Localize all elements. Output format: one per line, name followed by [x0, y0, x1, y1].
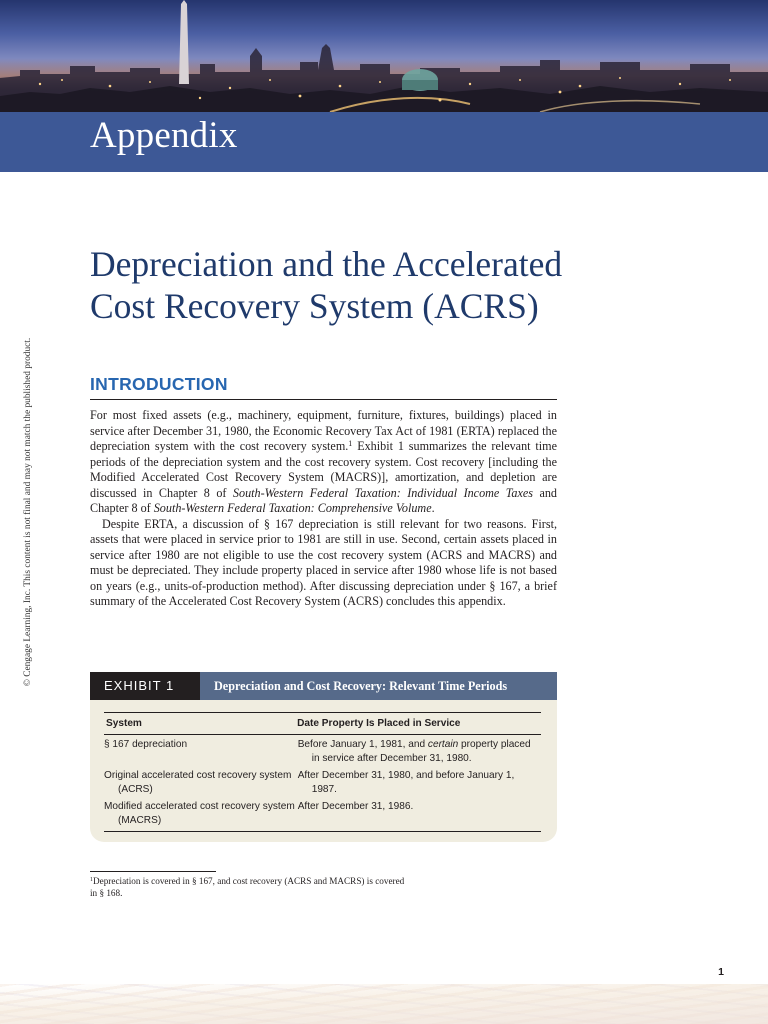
page-title — [90, 243, 610, 327]
bottom-decorative-band — [0, 984, 768, 1024]
appendix-band — [0, 112, 768, 172]
paragraph-2: Despite ERTA, a discussion of § 167 depreciation is still relevant for two reasons. First, assets that were placed in service prior to 1981 are still in use. Second, certain assets placed in service after 1980 are not eligible to use the cost recovery system (ACRS and MACRS) and must be depreciated. They include property placed in service after 1980 whose life is not based on years (e.g., units-of-production method). After discussing depreciation under § 167, a brief summary of the Accelerated Cost Recovery System (ACRS) concludes this appendix. — [90, 516, 557, 608]
table-row — [104, 797, 541, 832]
exhibit-panel — [90, 700, 557, 842]
paragraph-1-text-b: Exhibit 1 summarizes the relevant time periods of the depreciation system and the cost recovery system. Cost recovery [including the Modified Accelerated Cost Recovery System (MACRS)], amortization, and depletion are discussed in Chapter 8 of — [90, 439, 557, 500]
paragraph-1-text-a: For most fixed assets (e.g., machinery, equipment, furniture, fixtures, buildings) placed in service after December 31, 1980, the Economic Recovery Tax Act of 1981 (ERTA) replaced the depreciation system with the cost recovery system. — [90, 408, 557, 453]
table-cell-date: After December 31, 1986. — [297, 801, 414, 812]
table-row — [104, 735, 541, 766]
page-title-line-2: Cost Recovery System (ACRS) — [90, 286, 539, 326]
page-title-line-1: Depreciation and the Accelerated — [90, 244, 563, 284]
table-row — [104, 766, 541, 797]
paragraph-1-text-d: . — [431, 501, 435, 515]
column-header-system: System — [106, 718, 142, 729]
exhibit-table — [104, 712, 541, 832]
appendix-label: Appendix — [90, 115, 238, 156]
book-title-individual: South-Western Federal Taxation: Individual Income Taxes — [232, 485, 533, 500]
city-skyline-illustration — [0, 0, 768, 112]
footnote-divider — [90, 871, 216, 872]
exhibit-caption: Depreciation and Cost Recovery: Relevant Time Periods — [200, 672, 557, 700]
paragraph-1 — [90, 408, 557, 517]
exhibit-header — [90, 672, 557, 700]
table-cell-system: § 167 depreciation — [104, 739, 188, 750]
exhibit-label: EXHIBIT 1 — [90, 672, 200, 700]
footnote-reference[interactable]: 1 — [348, 439, 353, 448]
footnote-marker: 1 — [90, 877, 93, 883]
footnote — [90, 875, 410, 899]
book-title-comprehensive: South-Western Federal Taxation: Comprehensive Volume — [153, 501, 432, 515]
column-header-date: Date Property Is Placed in Service — [297, 718, 461, 729]
section-heading: INTRODUCTION — [90, 374, 557, 400]
table-cell-system: Original accelerated cost recovery system (ACRS) — [104, 770, 292, 795]
footnote-text: Depreciation is covered in § 167, and cost recovery (ACRS and MACRS) is covered in § 168. — [90, 876, 405, 898]
table-cell-date: After December 31, 1980, and before January 1, 1987. — [297, 770, 515, 795]
table-cell-date-text-a: Before January 1, 1981, and — [297, 739, 428, 750]
table-cell-system: Modified accelerated cost recovery system (MACRS) — [104, 801, 295, 826]
body-text — [90, 408, 557, 610]
table-cell-date — [298, 738, 541, 766]
copyright-notice: © Cengage Learning, Inc. This content is not final and may not match the published product. — [23, 337, 33, 687]
paragraph-1-text-c: and Chapter 8 of — [90, 485, 557, 515]
table-cell-date-emphasis: certain — [427, 739, 459, 750]
header-photo — [0, 0, 768, 112]
page-number: 1 — [718, 966, 724, 978]
table-cell-date-text-b: property placed in service after December 31, 1980. — [311, 739, 531, 764]
table-header-row — [104, 712, 541, 735]
